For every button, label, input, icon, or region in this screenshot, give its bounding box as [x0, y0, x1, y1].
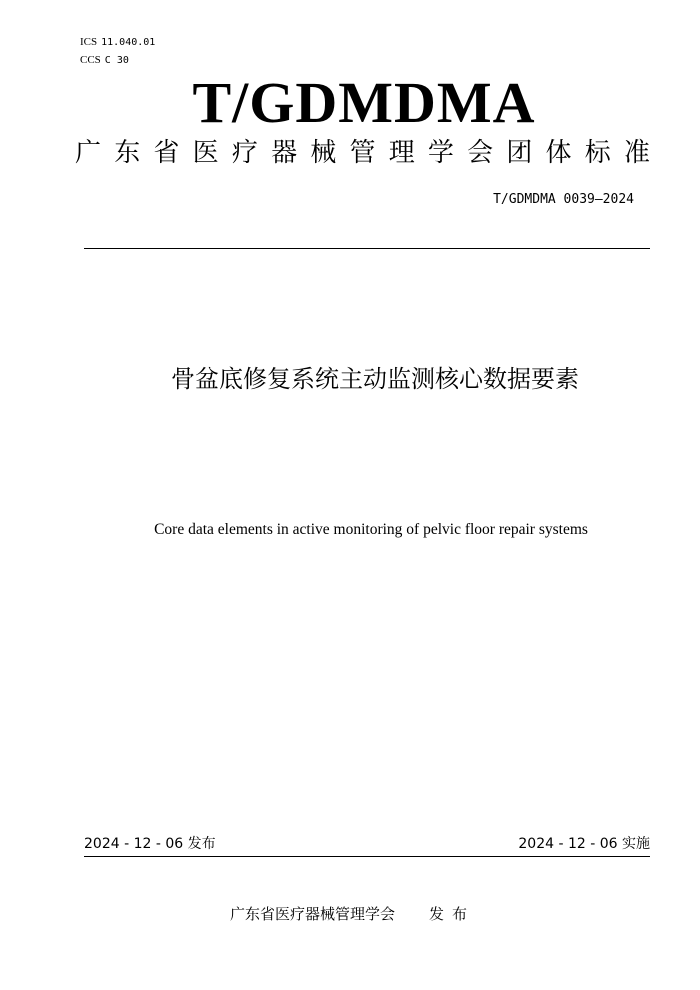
publisher-line — [230, 904, 475, 924]
title-chinese: 骨盆底修复系统主动监测核心数据要素 — [171, 365, 579, 393]
implementation-date: 2024 - 12 - 06 实施 — [518, 836, 650, 852]
ics-code: 11.040.01 — [101, 37, 156, 48]
title-english: Core data elements in active monitoring of pelvic floor repair systems — [154, 521, 588, 538]
publisher-action: 发布 — [429, 905, 476, 923]
bottom-divider — [84, 856, 650, 857]
ccs-label: CCS — [80, 54, 101, 66]
ccs-code: C 30 — [104, 55, 129, 66]
top-divider — [84, 248, 650, 249]
organization-name: 广东省医疗器械管理学会团体标准 — [75, 138, 650, 168]
ccs-line — [80, 53, 129, 68]
organization-code: T/GDMDMA — [192, 70, 536, 135]
standard-number: T/GDMDMA 0039—2024 — [493, 192, 634, 207]
issue-date: 2024 - 12 - 06 发布 — [84, 836, 216, 852]
ics-label: ICS — [80, 36, 98, 48]
ics-line — [80, 35, 155, 50]
publisher-name: 广东省医疗器械管理学会 — [230, 905, 396, 923]
